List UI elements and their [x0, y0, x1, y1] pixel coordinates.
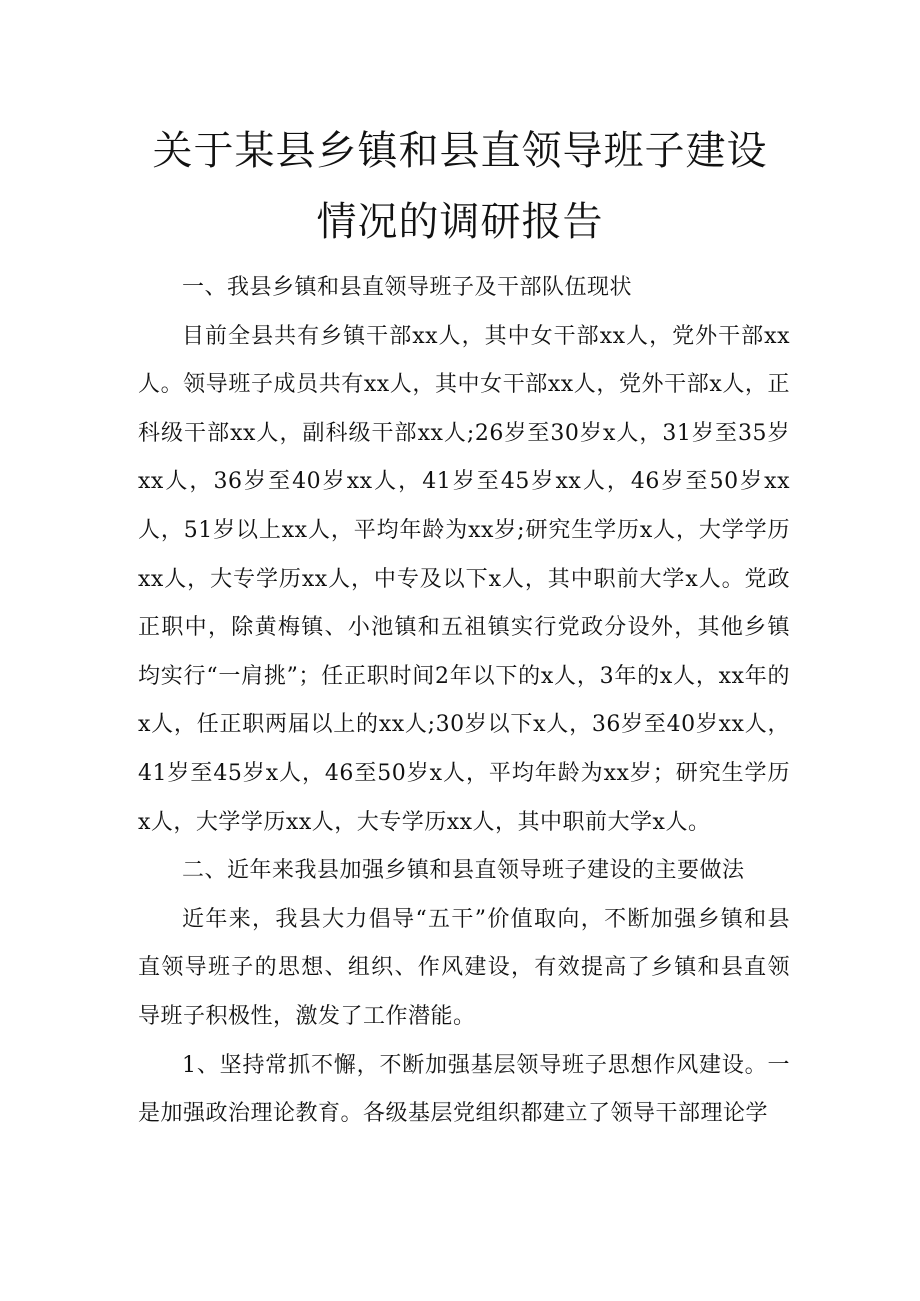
section-2-heading: 二、近年来我县加强乡镇和县直领导班子建设的主要做法: [182, 858, 745, 884]
document-body: [138, 264, 790, 1139]
section-1-heading: 一、我县乡镇和县直领导班子及干部队伍现状: [182, 275, 633, 300]
section-1-paragraph-1: 目前全县共有乡镇干部xx人，其中女干部xx人，党外干部xx人。领导班子成员共有xx人，其中女干部xx人，党外干部x人，正科级干部xx人，副科级干部xx人;26岁至30岁x人，31岁至35岁xx人，36岁至40岁xx人，41岁至45岁xx人，46岁至50岁xx人，51岁以上xx人，平均年龄为xx岁;研究生学历x人，大学学历xx人，大专学历xx人，中专及以下x人，其中职前大学x人。党政正职中，除黄梅镇、小池镇和五祖镇实行党政分设外，其他乡镇均实行“一肩挑”；任正职时间2年以下的x人，3年的x人，xx年的x人，任正职两届以上的xx人;30岁以下x人，36岁至40岁xx人，41岁至45岁x人，46至50岁x人，平均年龄为xx岁；研究生学历x人，大学学历xx人，大专学历xx人，其中职前大学x人。: [138, 323, 790, 835]
section-2-paragraph-1: 近年来，我县大力倡导“五干”价值取向，不断加强乡镇和县直领导班子的思想、组织、作风建设，有效提高了乡镇和县直领导班子积极性，激发了工作潜能。: [138, 906, 790, 1029]
document-title-line-1: 关于某县乡镇和县直领导班子建设: [152, 128, 768, 174]
section-2-paragraph-2: 1、坚持常抓不懈，不断加强基层领导班子思想作风建设。一是加强政治理论教育。各级基层党组织都建立了领导干部理论学: [138, 1052, 790, 1127]
document-title-line-2: 情况的调研报告: [316, 199, 604, 245]
